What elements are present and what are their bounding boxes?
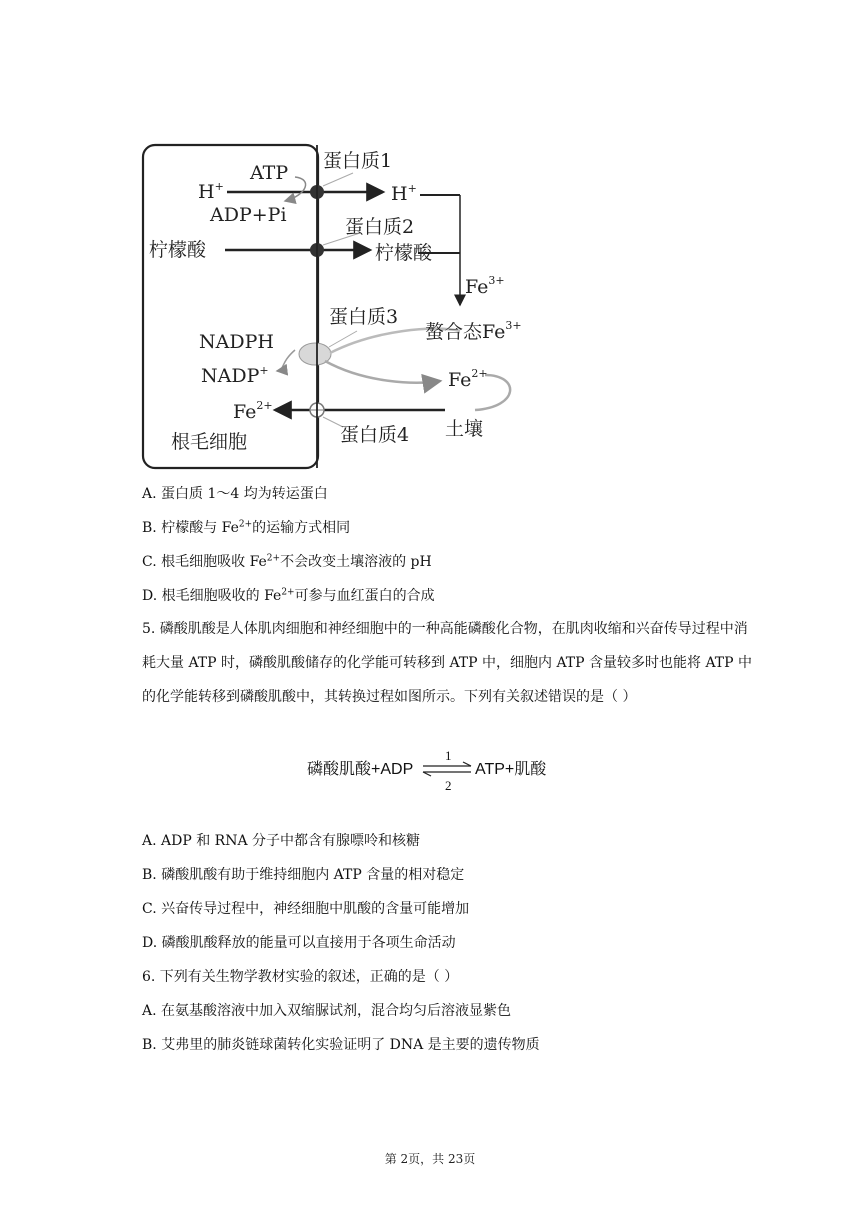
eq-left-text: 磷酸肌酸+ADP [307, 761, 414, 778]
eq-top-label: 1 [445, 748, 452, 763]
chelate-fe3-label: 螯合态$Fe^{3+}$ [425, 319, 522, 343]
q4-option-d: D. 根毛细胞吸收的 $Fe^{2+}$可参与血红蛋白的合成 [142, 587, 435, 604]
citric-in-label: 柠檬酸 [149, 239, 207, 261]
protein2-label: 蛋白质2 [345, 216, 415, 238]
q6-option-b: B. 艾弗里的肺炎链球菌转化实验证明了 DNA 是主要的遗传物质 [142, 1037, 540, 1053]
page-footer: 第 2页，共 23页 [384, 1152, 476, 1166]
protein4-label: 蛋白质4 [340, 424, 410, 446]
eq-bottom-label: 2 [445, 778, 452, 793]
q5-option-c: C. 兴奋传导过程中，神经细胞中肌酸的含量可能增加 [142, 901, 470, 917]
q4-option-b: B. 柠檬酸与 $Fe^{2+}$的运输方式相同 [142, 519, 351, 536]
protein1-label: 蛋白质1 [323, 150, 393, 172]
nadp-label: NADP+ [201, 364, 269, 387]
root-hair-cell-label: 根毛细胞 [171, 431, 248, 453]
citric-out-label: 柠檬酸 [375, 242, 433, 264]
atp-label: ATP [250, 162, 289, 184]
soil-label: 土壤 [445, 418, 484, 440]
nadph-label: NADPH [199, 331, 274, 353]
eq-right-text: ATP+肌酸 [475, 761, 547, 778]
q6-stem: 6. 下列有关生物学教材实验的叙述，正确的是（ ） [142, 969, 459, 985]
q5-equation [305, 748, 565, 794]
q5-option-a: A. ADP 和 RNA 分子中都含有腺嘌呤和核糖 [142, 833, 421, 849]
root-hair-cell-box [143, 145, 318, 468]
q5-option-b: B. 磷酸肌酸有助于维持细胞内 ATP 含量的相对稳定 [142, 867, 465, 883]
q5-stem: 5. 磷酸肌酸是人体肌肉细胞和神经细胞中的一种高能磷酸化合物，在肌肉收缩和兴奋传导过程中消耗大量 ATP 时，磷酸肌酸储存的化学能可转移到 ATP 中，细胞内 ATP 含量较多时也能将 ATP 中的化学能转移到磷酸肌酸中，其转换过程如图所示。下列有关叙述错误的是（ ） [142, 621, 753, 705]
q6-option-a: A. 在氨基酸溶液中加入双缩脲试剂，混合均匀后溶液显紫色 [142, 1003, 512, 1019]
fe2-soil-label: $Fe^{2+}$ [448, 367, 488, 391]
q4-option-a: A. 蛋白质 1～4 均为转运蛋白 [142, 486, 328, 502]
fe2-cell-label: $Fe^{2+}$ [233, 399, 273, 423]
fe3-label: $Fe^{3+}$ [465, 274, 505, 298]
q4-option-c: C. 根毛细胞吸收 $Fe^{2+}$不会改变土壤溶液的 pH [142, 553, 432, 570]
q5-option-d: D. 磷酸肌酸释放的能量可以直接用于各项生命活动 [142, 935, 456, 951]
h-plus-out-label: H+ [391, 182, 417, 205]
h-plus-in-label: H+ [198, 180, 224, 203]
protein3-label: 蛋白质3 [329, 306, 399, 328]
adp-pi-label: ADP+Pi [210, 204, 287, 226]
iron-uptake-diagram [135, 135, 555, 480]
